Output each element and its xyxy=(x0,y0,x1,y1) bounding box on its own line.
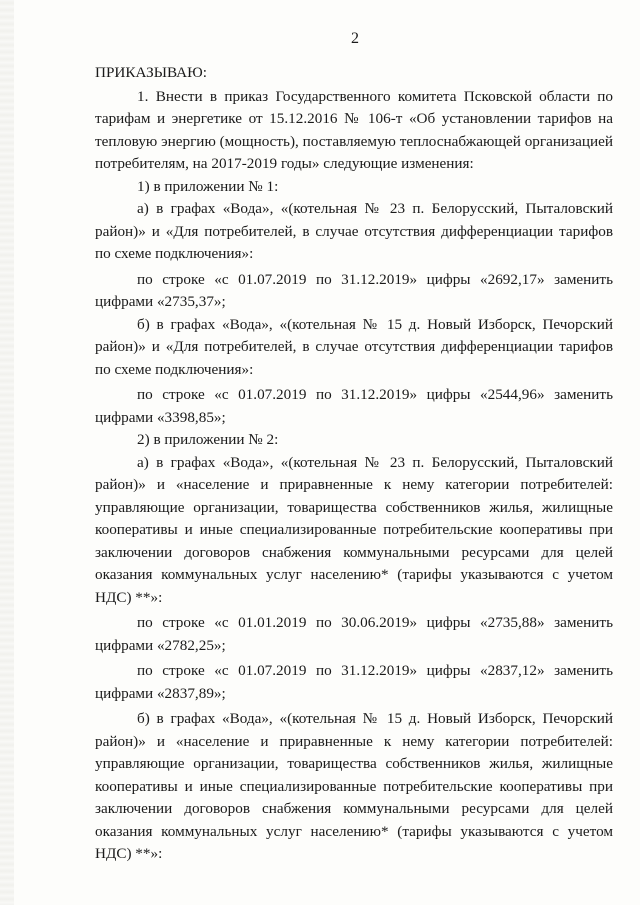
paragraph-2a-row-2: по строке «с 01.07.2019 по 31.12.2019» цифры «2837,12» заменить цифрами «2837,89»; xyxy=(95,662,613,702)
paragraph-appendix-2: 2) в приложении № 2: xyxy=(137,431,279,448)
paragraph-1a-row: по строке «с 01.07.2019 по 31.12.2019» цифры «2692,17» заменить цифрами «2735,37»; xyxy=(95,270,613,310)
paragraph-1: 1. Внести в приказ Государственного комитета Псковской области по тарифам и энергетике от 15.12.2016 № 106-т «Об установлении тарифов на тепловую энергию (мощность), поставляемую теплоснабжающей организацией потребителям, на 2017-2019 годы» следующие изменения: xyxy=(95,87,613,172)
paragraph-2b: б) в графах «Вода», «(котельная № 15 д. Новый Изборск, Печорский район)» и «население и приравненные к нему категории потребителей: управляющие организации, товарищества собственников жилья, жилищные кооперативы и иные специализированные потребительские кооперативы при заключении договоров снабжения коммунальными ресурсами для целей оказания коммунальных услуг населению* (тарифы указываются с учетом НДС) **»: xyxy=(95,710,613,862)
paragraph-1a: а) в графах «Вода», «(котельная № 23 п. Белорусский, Пыталовский район)» и «Для потребителей, в случае отсутствия дифференциации тарифов по схеме подключения»: xyxy=(95,200,613,262)
paragraph-1b: б) в графах «Вода», «(котельная № 15 д. Новый Изборск, Печорский район)» и «Для потребителей, в случае отсутствия дифференциации тарифов по схеме подключения»: xyxy=(95,315,613,378)
paragraph-2a-row-1: по строке «с 01.01.2019 по 30.06.2019» цифры «2735,88» заменить цифрами «2782,25»; xyxy=(95,614,613,654)
paragraph-appendix-1: 1) в приложении № 1: xyxy=(137,177,279,195)
document-body xyxy=(95,62,613,866)
paragraph-2a: а) в графах «Вода», «(котельная № 23 п. Белорусский, Пыталовский район)» и «население и приравненные к нему категории потребителей: управляющие организации, товарищества собственников жилья, жилищные кооперативы и иные специализированные потребительские кооперативы при заключении договоров снабжения коммунальными ресурсами для целей оказания коммунальных услуг населению* (тарифы указываются с учетом НДС) **»: xyxy=(95,453,613,606)
page-number: 2 xyxy=(351,30,359,47)
paragraph-1b-row: по строке «с 01.07.2019 по 31.12.2019» цифры «2544,96» заменить цифрами «3398,85»; xyxy=(95,386,613,426)
scan-edge xyxy=(0,0,14,905)
order-heading: ПРИКАЗЫВАЮ: xyxy=(95,64,207,81)
